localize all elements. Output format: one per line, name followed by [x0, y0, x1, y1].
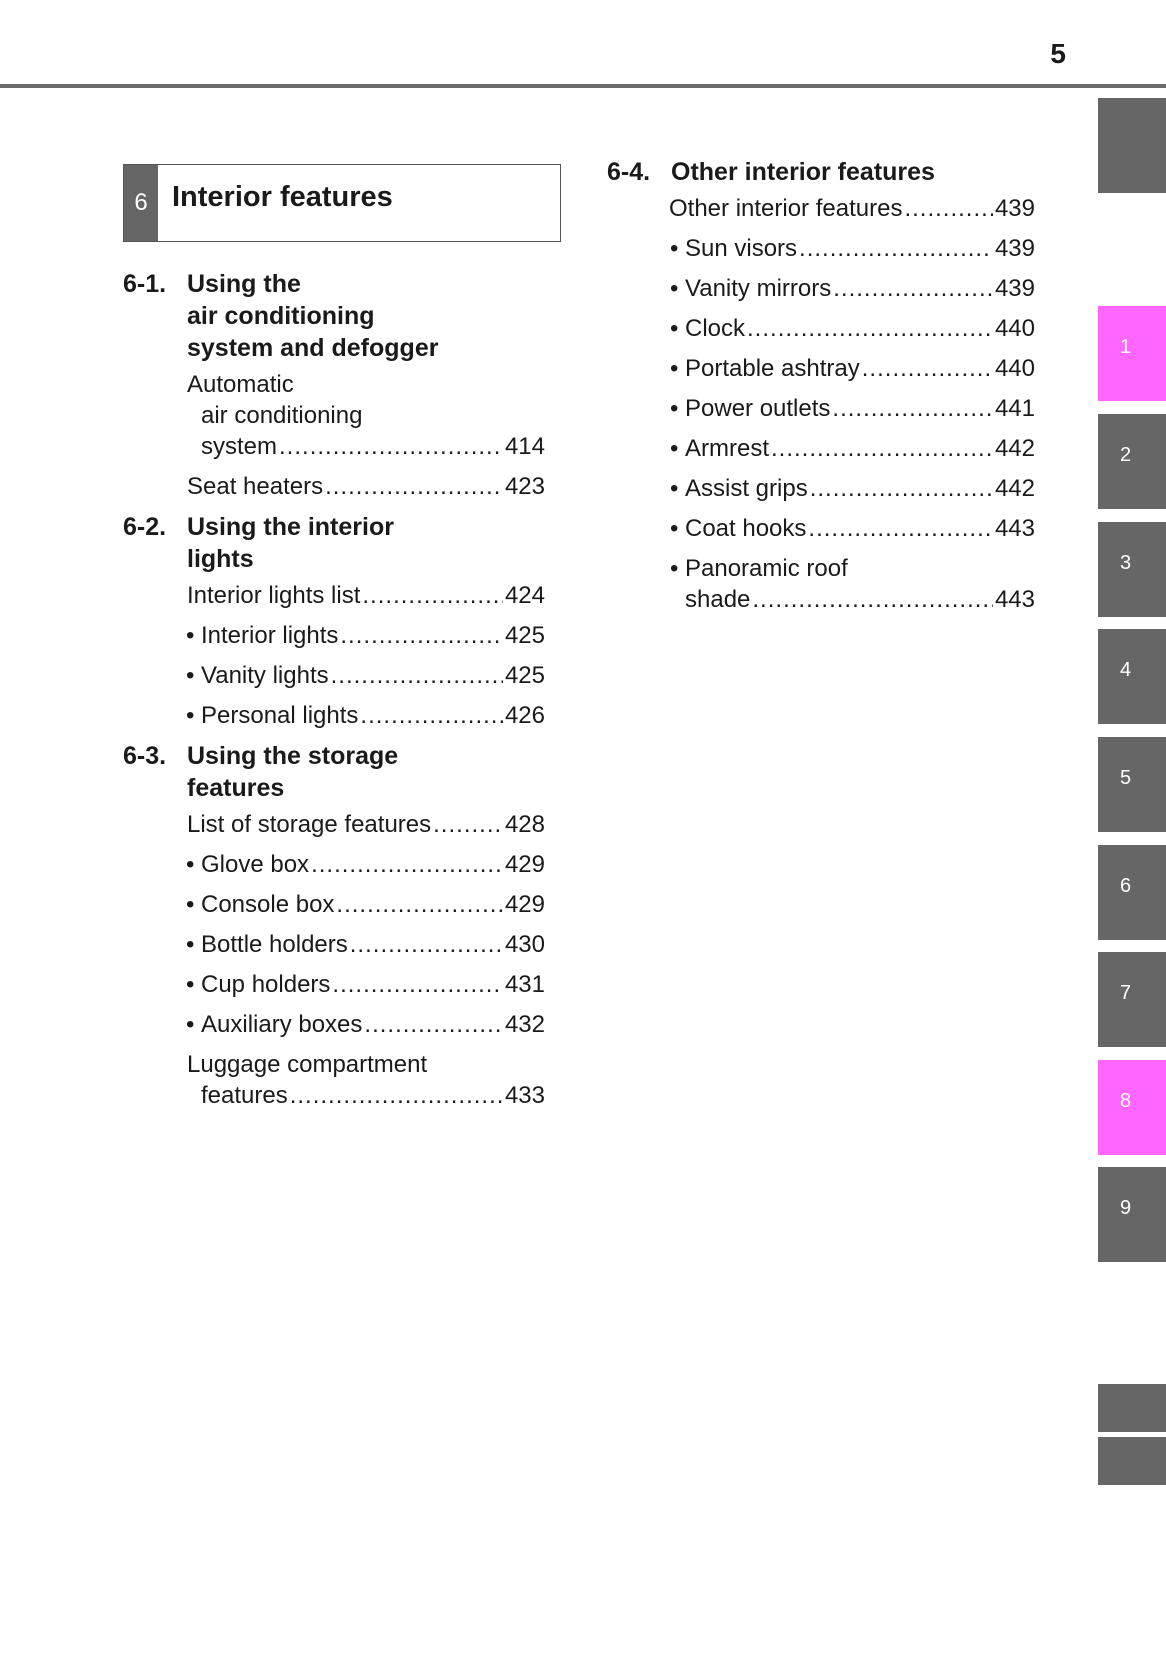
entry-page: 425: [504, 662, 545, 689]
toc-entry-automatic-ac[interactable]: [123, 369, 545, 462]
chapter-tab-blank-b[interactable]: [1098, 1437, 1166, 1485]
leader-dots: [904, 193, 993, 224]
entry-label: • Vanity lights: [201, 662, 329, 689]
entry-label: • Glove box: [201, 851, 310, 878]
toc-entry-luggage-compartment-features[interactable]: [123, 1049, 545, 1111]
chapter-tab-blank-a[interactable]: [1098, 1384, 1166, 1432]
toc-entry-console-box[interactable]: [123, 889, 545, 920]
entry-page: 414: [504, 433, 545, 460]
toc-entry-cup-holders[interactable]: [123, 969, 545, 1000]
entry-label: • Personal lights: [201, 702, 359, 729]
section-title: Using the air conditioning system and defogger: [187, 270, 439, 362]
leader-dots: [325, 471, 503, 502]
entry-label: • Portable ashtray: [685, 355, 860, 382]
entry-page: 430: [504, 931, 545, 958]
toc-entry-armrest[interactable]: [607, 433, 1035, 464]
leader-dots: [350, 929, 503, 960]
toc-entry-clock[interactable]: [607, 313, 1035, 344]
toc-entry-seat-heaters[interactable]: [123, 471, 545, 502]
leader-dots: [433, 809, 503, 840]
chapter-number: 6: [124, 165, 158, 241]
entry-page: 439: [994, 235, 1035, 262]
section-title: Other interior features: [671, 158, 935, 186]
section-title: Using the storage features: [187, 742, 399, 802]
entry-label: • Assist grips: [685, 475, 808, 502]
leader-dots: [771, 433, 993, 464]
section-number: 6-2.: [123, 513, 167, 541]
toc-entry-vanity-lights[interactable]: [123, 660, 545, 691]
entry-label-line3: system: [201, 433, 278, 460]
toc-entry-power-outlets[interactable]: [607, 393, 1035, 424]
section-number: 6-1.: [123, 270, 167, 298]
section-number: 6-4.: [607, 158, 651, 186]
chapter-tab-1[interactable]: 1: [1098, 306, 1166, 401]
entry-label-line2: shade: [685, 586, 751, 613]
entry-label: • Power outlets: [685, 395, 831, 422]
entry-label: • Vanity mirrors: [685, 275, 832, 302]
toc-entry-list-of-storage-features[interactable]: [123, 809, 545, 840]
chapter-tab-3[interactable]: 3: [1098, 522, 1166, 617]
entry-label: • Cup holders: [201, 971, 331, 998]
leader-dots: [332, 969, 503, 1000]
toc-entry-auxiliary-boxes[interactable]: [123, 1009, 545, 1040]
toc-entry-interior-lights[interactable]: [123, 620, 545, 651]
toc-entry-personal-lights[interactable]: [123, 700, 545, 731]
chapter-tab-8[interactable]: 8: [1098, 1060, 1166, 1155]
toc-entry-sun-visors[interactable]: [607, 233, 1035, 264]
entry-page: 423: [504, 473, 545, 500]
leader-dots: [832, 393, 993, 424]
section-title: Using the interior lights: [187, 513, 394, 573]
entry-label: • Coat hooks: [685, 515, 807, 542]
leader-dots: [364, 1009, 503, 1040]
section-6-1: [123, 268, 545, 364]
entry-label-line2: features: [201, 1082, 288, 1109]
entry-label: Other interior features: [669, 195, 903, 222]
entry-label: • Console box: [201, 891, 335, 918]
entry-page: 439: [994, 275, 1035, 302]
entry-label: Seat heaters: [187, 473, 324, 500]
entry-label-line2: air conditioning: [201, 402, 363, 429]
chapter-title: Interior features: [172, 181, 393, 213]
entry-page: 433: [504, 1082, 545, 1109]
chapter-tab-4[interactable]: 4: [1098, 629, 1166, 724]
leader-dots: [747, 313, 993, 344]
chapter-tab-2[interactable]: 2: [1098, 414, 1166, 509]
toc-entry-vanity-mirrors[interactable]: [607, 273, 1035, 304]
leader-dots: [808, 513, 993, 544]
chapter-header: [123, 164, 561, 242]
leader-dots: [340, 620, 503, 651]
entry-page: 440: [994, 355, 1035, 382]
entry-label: • Sun visors: [685, 235, 798, 262]
leader-dots: [810, 473, 993, 504]
entry-page: 429: [504, 851, 545, 878]
leader-dots: [331, 660, 503, 691]
entry-label: List of storage features: [187, 811, 432, 838]
leader-dots: [290, 1080, 503, 1111]
leader-dots: [833, 273, 993, 304]
entry-page: 432: [504, 1011, 545, 1038]
toc-entry-interior-lights-list[interactable]: [123, 580, 545, 611]
leader-dots: [862, 353, 993, 384]
entry-page: 426: [504, 702, 545, 729]
entry-page: 442: [994, 435, 1035, 462]
entry-page: 424: [504, 582, 545, 609]
entry-page: 425: [504, 622, 545, 649]
toc-entry-portable-ashtray[interactable]: [607, 353, 1035, 384]
toc-right-column: [607, 156, 1035, 624]
entry-label: • Armrest: [685, 435, 769, 462]
chapter-tab-blank-top[interactable]: [1098, 98, 1166, 193]
leader-dots: [336, 889, 503, 920]
entry-label: Interior lights list: [187, 582, 361, 609]
entry-page: 429: [504, 891, 545, 918]
entry-page: 442: [994, 475, 1035, 502]
entry-label: • Clock: [685, 315, 746, 342]
entry-label: • Interior lights: [201, 622, 339, 649]
entry-page: 443: [994, 515, 1035, 542]
entry-label-line1: Automatic: [187, 371, 294, 398]
chapter-tab-5[interactable]: 5: [1098, 737, 1166, 832]
chapter-tabs: [1098, 0, 1166, 1654]
section-6-2: [123, 511, 545, 575]
section-6-3: [123, 740, 545, 804]
section-6-4: [607, 156, 1029, 188]
entry-label-line1: • Panoramic roof: [685, 555, 848, 582]
section-number: 6-3.: [123, 742, 167, 770]
toc-left-column: [123, 268, 545, 1120]
leader-dots: [279, 431, 503, 462]
chapter-tab-6[interactable]: 6: [1098, 845, 1166, 940]
entry-page: 439: [994, 195, 1035, 222]
toc-entry-assist-grips[interactable]: [607, 473, 1035, 504]
leader-dots: [362, 580, 503, 611]
header-rule: [0, 84, 1166, 88]
toc-entry-coat-hooks[interactable]: [607, 513, 1035, 544]
toc-entry-panoramic-roof-shade[interactable]: [607, 553, 1035, 615]
entry-page: 441: [994, 395, 1035, 422]
leader-dots: [360, 700, 503, 731]
toc-entry-glove-box[interactable]: [123, 849, 545, 880]
entry-page: 440: [994, 315, 1035, 342]
chapter-tab-7[interactable]: 7: [1098, 952, 1166, 1047]
entry-page: 431: [504, 971, 545, 998]
entry-page: 443: [994, 586, 1035, 613]
toc-entry-bottle-holders[interactable]: [123, 929, 545, 960]
toc-entry-other-interior-features[interactable]: [607, 193, 1035, 224]
leader-dots: [311, 849, 503, 880]
entry-page: 428: [504, 811, 545, 838]
page-number: 5: [1050, 38, 1066, 69]
entry-label: • Auxiliary boxes: [201, 1011, 363, 1038]
leader-dots: [799, 233, 993, 264]
leader-dots: [752, 584, 993, 615]
entry-label-line1: Luggage compartment: [187, 1051, 428, 1078]
chapter-tab-9[interactable]: 9: [1098, 1167, 1166, 1262]
entry-label: • Bottle holders: [201, 931, 348, 958]
